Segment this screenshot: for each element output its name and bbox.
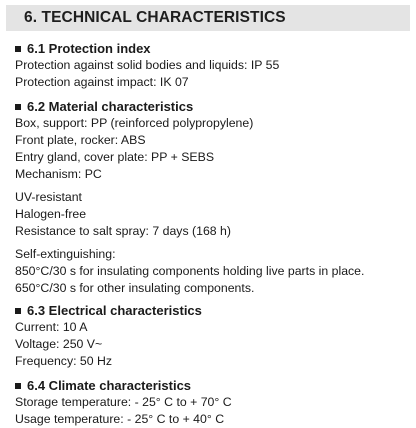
spec-line: Usage temperature: - 25° C to + 40° C [15,412,225,426]
spec-line: Frequency: 50 Hz [15,354,113,368]
page-title: 6. TECHNICAL CHARACTERISTICS [24,9,286,26]
document-content [15,40,413,428]
spec-line: Entry gland, cover plate: PP + SEBS [15,150,215,164]
spec-line: 850°C/30 s for insulating components holding live parts in place. [15,264,365,278]
section-heading-text: 6.1 Protection index [27,41,151,56]
spec-line: Resistance to salt spray: 7 days (168 h) [15,224,231,238]
spec-line: 650°C/30 s for other insulating components. [15,281,255,295]
spec-line: Self-extinguishing: [15,247,116,261]
spec-line: Current: 10 A [15,320,88,334]
spec-line: Front plate, rocker: ABS [15,133,146,147]
section-heading-protection-index [15,40,413,57]
spec-line: Storage temperature: - 25° C to + 70° C [15,395,232,409]
section-heading-electrical-characteristics [15,302,413,319]
section-heading-material-characteristics [15,98,413,115]
section-heading-text: 6.2 Material characteristics [27,99,194,114]
spec-line: Box, support: PP (reinforced polypropylene) [15,116,254,130]
spec-line: UV-resistant [15,190,82,204]
spec-line: Mechanism: PC [15,167,102,181]
spec-line: Halogen-free [15,207,87,221]
section-heading-text: 6.3 Electrical characteristics [27,303,202,318]
square-bullet-icon [15,104,21,110]
section-heading-text: 6.4 Climate characteristics [27,378,192,393]
title-bar [6,5,410,31]
spec-line: Protection against impact: IK 07 [15,75,189,89]
spec-line: Voltage: 250 V~ [15,337,103,351]
section-heading-climate-characteristics [15,377,413,394]
square-bullet-icon [15,308,21,314]
spec-line: Protection against solid bodies and liquids: IP 55 [15,58,280,72]
square-bullet-icon [15,383,21,389]
square-bullet-icon [15,46,21,52]
